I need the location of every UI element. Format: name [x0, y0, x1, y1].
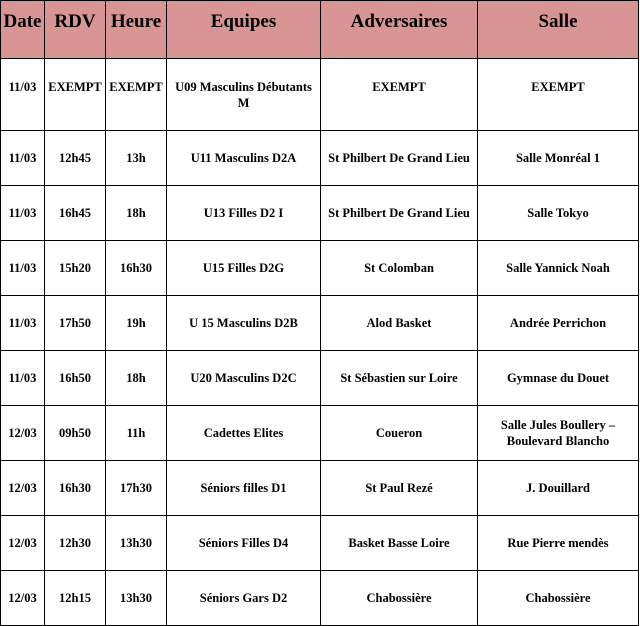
cell-adversaire: Chabossière [321, 571, 478, 626]
cell-rdv: EXEMPT [45, 59, 106, 131]
cell-heure: 18h [106, 351, 167, 406]
cell-equipe: Cadettes Elites [167, 406, 321, 461]
cell-equipe: Séniors filles D1 [167, 461, 321, 516]
cell-rdv: 12h45 [45, 131, 106, 186]
cell-equipe: Séniors Filles D4 [167, 516, 321, 571]
cell-salle: Rue Pierre mendès [478, 516, 639, 571]
table-row [1, 351, 639, 406]
cell-equipe: U15 Filles D2G [167, 241, 321, 296]
cell-heure: 11h [106, 406, 167, 461]
cell-adversaire: Alod Basket [321, 296, 478, 351]
cell-heure: 17h30 [106, 461, 167, 516]
cell-heure: 13h [106, 131, 167, 186]
cell-salle: Gymnase du Douet [478, 351, 639, 406]
cell-salle: EXEMPT [478, 59, 639, 131]
cell-salle: Salle Yannick Noah [478, 241, 639, 296]
header-date: Date [1, 1, 45, 59]
table-row [1, 571, 639, 626]
cell-equipe: U 15 Masculins D2B [167, 296, 321, 351]
header-equipes: Equipes [167, 1, 321, 59]
cell-rdv: 15h20 [45, 241, 106, 296]
cell-adversaire: EXEMPT [321, 59, 478, 131]
cell-adversaire: Basket Basse Loire [321, 516, 478, 571]
header-adversaires: Adversaires [321, 1, 478, 59]
cell-rdv: 12h30 [45, 516, 106, 571]
cell-heure: 16h30 [106, 241, 167, 296]
cell-salle: Salle Monréal 1 [478, 131, 639, 186]
table-row [1, 131, 639, 186]
cell-date: 11/03 [1, 131, 45, 186]
header-row [1, 1, 639, 59]
cell-date: 11/03 [1, 351, 45, 406]
table-body [1, 59, 639, 626]
cell-adversaire: St Sébastien sur Loire [321, 351, 478, 406]
cell-equipe: U09 Masculins Débutants M [167, 59, 321, 131]
cell-date: 12/03 [1, 516, 45, 571]
cell-adversaire: St Philbert De Grand Lieu [321, 186, 478, 241]
header-salle: Salle [478, 1, 639, 59]
cell-salle: Salle Tokyo [478, 186, 639, 241]
table-row [1, 296, 639, 351]
cell-date: 11/03 [1, 296, 45, 351]
cell-rdv: 12h15 [45, 571, 106, 626]
cell-salle: Chabossière [478, 571, 639, 626]
cell-adversaire: St Paul Rezé [321, 461, 478, 516]
cell-rdv: 17h50 [45, 296, 106, 351]
table-row [1, 461, 639, 516]
cell-heure: 19h [106, 296, 167, 351]
cell-date: 11/03 [1, 241, 45, 296]
cell-heure: 18h [106, 186, 167, 241]
cell-heure: 13h30 [106, 516, 167, 571]
cell-equipe: U13 Filles D2 I [167, 186, 321, 241]
cell-salle: Andrée Perrichon [478, 296, 639, 351]
cell-equipe: Séniors Gars D2 [167, 571, 321, 626]
cell-salle: Salle Jules Boullery – Boulevard Blancho [478, 406, 639, 461]
cell-equipe: U11 Masculins D2A [167, 131, 321, 186]
table-row [1, 59, 639, 131]
cell-rdv: 09h50 [45, 406, 106, 461]
table-header [1, 1, 639, 59]
cell-rdv: 16h45 [45, 186, 106, 241]
header-heure: Heure [106, 1, 167, 59]
table-row [1, 241, 639, 296]
table-row [1, 516, 639, 571]
cell-rdv: 16h50 [45, 351, 106, 406]
cell-adversaire: St Colomban [321, 241, 478, 296]
cell-rdv: 16h30 [45, 461, 106, 516]
table-row [1, 406, 639, 461]
cell-date: 12/03 [1, 571, 45, 626]
cell-adversaire: St Philbert De Grand Lieu [321, 131, 478, 186]
cell-date: 11/03 [1, 186, 45, 241]
cell-adversaire: Coueron [321, 406, 478, 461]
header-rdv: RDV [45, 1, 106, 59]
cell-heure: EXEMPT [106, 59, 167, 131]
table-row [1, 186, 639, 241]
cell-salle: J. Douillard [478, 461, 639, 516]
cell-heure: 13h30 [106, 571, 167, 626]
cell-date: 12/03 [1, 461, 45, 516]
cell-date: 12/03 [1, 406, 45, 461]
cell-equipe: U20 Masculins D2C [167, 351, 321, 406]
cell-date: 11/03 [1, 59, 45, 131]
